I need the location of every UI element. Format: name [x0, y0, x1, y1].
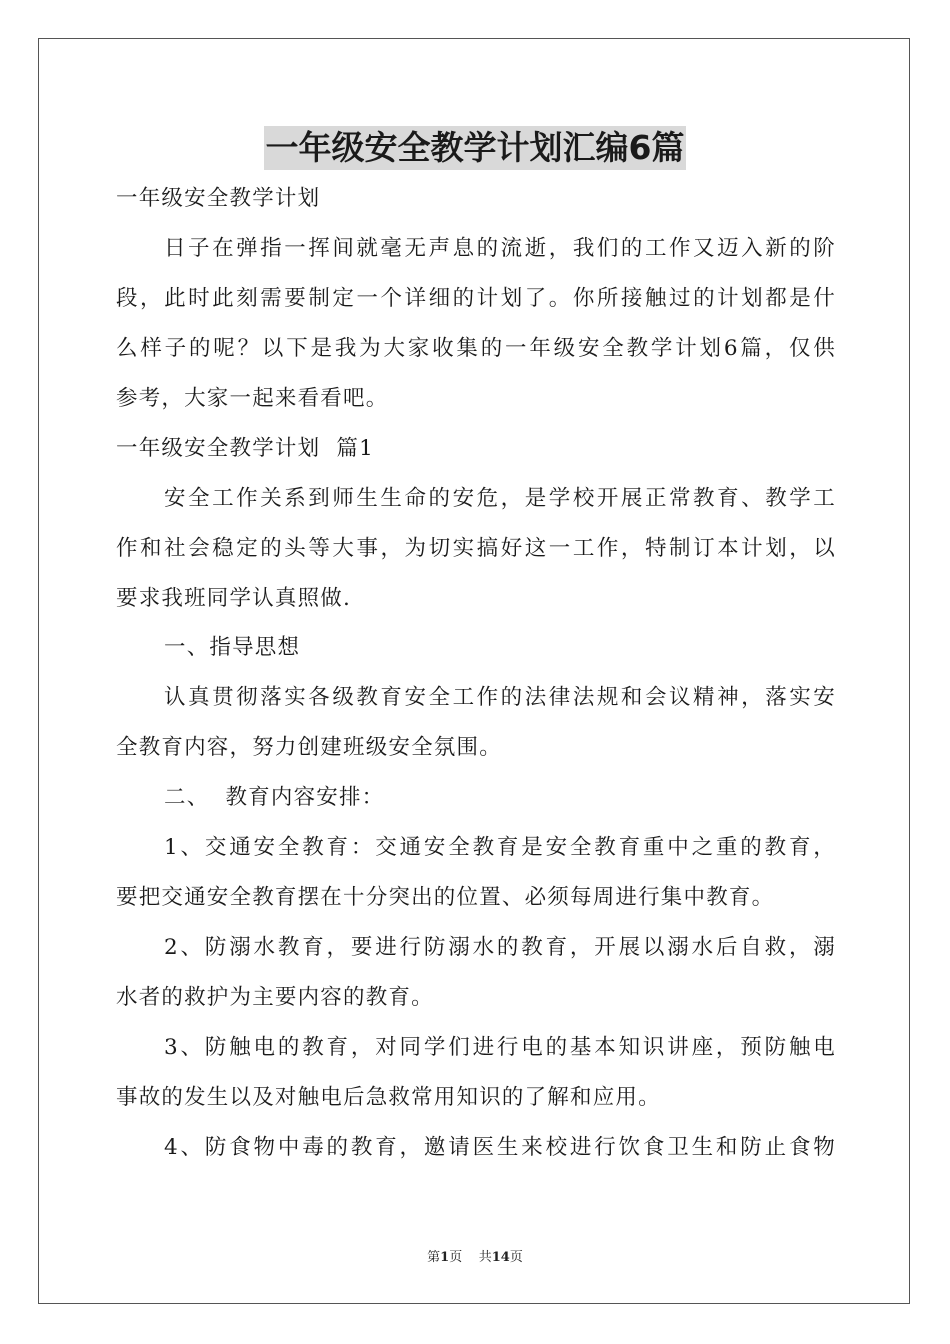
- document-title: 一年级安全教学计划汇编6篇: [264, 126, 687, 170]
- paragraph-line: 水者的救护为主要内容的教育。: [116, 985, 434, 1010]
- paragraph-line: 全教育内容，努力创建班级安全氛围。: [116, 735, 502, 760]
- total-pages: 14: [491, 1250, 510, 1265]
- paragraph-line: 2、防溺水教育，要进行防溺水的教育，开展以溺水后自救，溺: [164, 935, 836, 960]
- paragraph-line: 么样子的呢？以下是我为大家收集的一年级安全教学计划6篇，仅供: [116, 336, 836, 361]
- paragraph-line: 3、防触电的教育，对同学们进行电的基本知识讲座，预防触电: [164, 1035, 836, 1060]
- paragraph-line: 要把交通安全教育摆在十分突出的位置、必须每周进行集中教育。: [116, 885, 775, 910]
- page-label-prefix: 第: [427, 1250, 441, 1265]
- title-container: [0, 126, 950, 170]
- page-number: 1: [440, 1250, 450, 1265]
- paragraph-line: 认真贯彻落实各级教育安全工作的法律法规和会议精神，落实安: [164, 685, 836, 710]
- section-heading: 一年级安全教学计划: [116, 186, 321, 211]
- paragraph-line: 4、防食物中毒的教育，邀请医生来校进行饮食卫生和防止食物: [164, 1135, 836, 1160]
- section-heading: 一年级安全教学计划 篇1: [116, 436, 374, 461]
- total-label-prefix: 共: [478, 1250, 492, 1265]
- paragraph-line: 1、交通安全教育：交通安全教育是安全教育重中之重的教育，: [164, 835, 836, 860]
- paragraph-line: 参考，大家一起来看看吧。: [116, 386, 389, 411]
- page-border: [38, 38, 910, 1304]
- paragraph-line: 事故的发生以及对触电后急救常用知识的了解和应用。: [116, 1085, 661, 1110]
- page-footer: [0, 1246, 950, 1265]
- paragraph-line: 安全工作关系到师生生命的安危，是学校开展正常教育、教学工: [164, 486, 836, 511]
- paragraph-line: 段，此时此刻需要制定一个详细的计划了。你所接触过的计划都是什: [116, 286, 836, 311]
- subsection-heading: 一、指导思想: [164, 635, 301, 660]
- paragraph-line: 日子在弹指一挥间就毫无声息的流逝，我们的工作又迈入新的阶: [164, 236, 836, 261]
- subsection-heading: 二、 教育内容安排：: [164, 785, 385, 810]
- paragraph-line: 作和社会稳定的头等大事，为切实搞好这一工作，特制订本计划，以: [116, 536, 836, 561]
- total-label-suffix: 页: [509, 1250, 523, 1265]
- paragraph-line: 要求我班同学认真照做.: [116, 586, 352, 611]
- page-label-suffix: 页: [449, 1250, 463, 1265]
